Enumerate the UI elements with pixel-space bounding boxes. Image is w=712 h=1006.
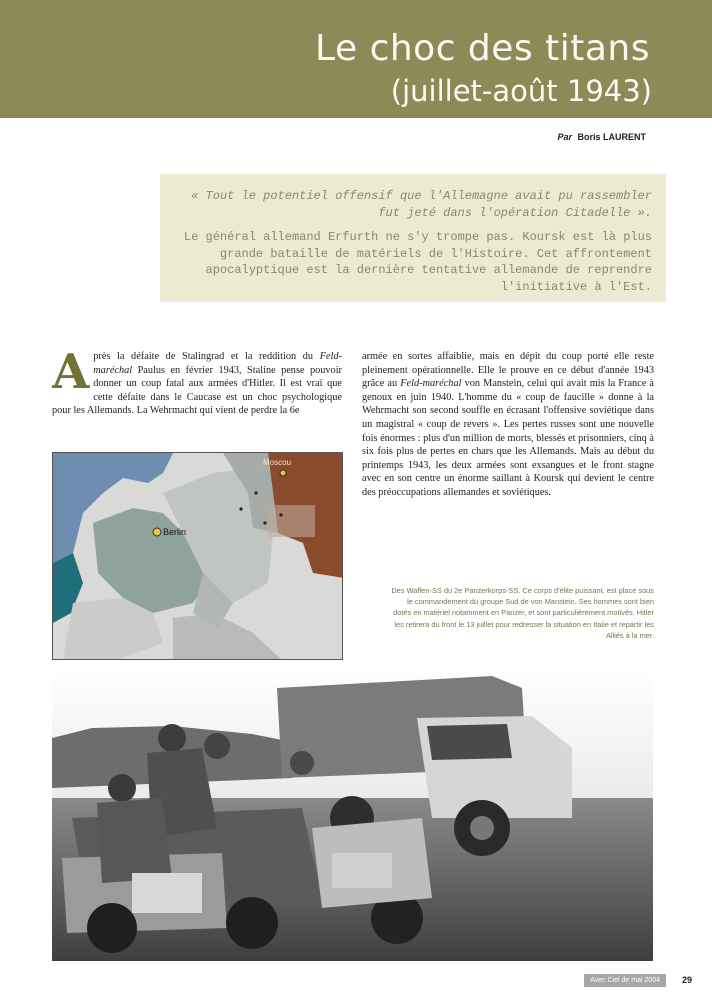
intro-text: Le général allemand Erfurth ne s'y trompe pas. Koursk est là plus grande bataille de matériels de l'Histoire. Cet affrontement apocalyptique est la dernière tentative allemande de reprendre l'initiative à l'Est. [183, 230, 652, 294]
byline-prefix: Par [557, 132, 572, 142]
col2-text-italic: Feld-maréchal [400, 378, 462, 390]
col1-text-a: près la défaite de Stalingrad et la reddition du [93, 351, 320, 362]
photo-caption: Des Waffen-SS du 2e Panzerkorps-SS. Ce corps d'élite puissant, est placé sous le commandement du groupe Sud de von Manstein. Ses hommes sont bien dotés en matériel notamment en Panzer, et sont particulièrement motivés. Hitler les retirera du front le 13 juillet pour redresser la situation en Italie et repartir les Alliés à la mer. [391, 586, 654, 640]
page-number: 29 [681, 975, 692, 985]
map-graphic [53, 453, 343, 660]
byline-author: Boris LAURENT [577, 132, 646, 142]
intro-quote: « Tout le potentiel offensif que l'Allemagne avait pu rassembler fut jeté dans l'opération Citadelle ». [191, 189, 652, 220]
article-column-1 [52, 350, 342, 450]
footer-label: Avec Ciel de mai 2004 [584, 974, 666, 987]
article-column-2 [362, 350, 654, 564]
byline [557, 132, 646, 142]
map-label-berlin: Berlin [163, 527, 187, 537]
col2-text-b: von Manstein, celui qui avait mis la France à genoux en juin 1940. L'homme du « coup de faucille » donne à la Wehrmacht son second souffle en écrasant l'offensive soviétique dans un magistral « coup de revers ». Les pertes russes sont une nouvelle fois énormes : plus d'un million de morts, blessés et prisonniers, cinq à six fois plus de pertes en chars que les Allemands. Mais au début du printemps 1943, les deux armées sont exsangues et le front stagne avec en son centre un énorme saillant à Koursk qui devient le centre des préoccupations allemandes et soviétiques. [362, 378, 654, 498]
title-banner [0, 0, 712, 118]
col1-text-italic: Feld-maréchal [93, 351, 342, 376]
intro-box [160, 174, 666, 302]
europe-map [52, 452, 343, 660]
page-title: Le choc des titans [315, 28, 650, 69]
soldiers-motorcycles-truck-photo [52, 668, 653, 961]
page-subtitle: (juillet-août 1943) [390, 74, 652, 108]
map-label-moscow: Moscou [263, 458, 292, 467]
drop-cap: A [52, 350, 90, 400]
col1-text-b: Paulus en février 1943, Staline pense pouvoir donner un coup fatal aux armées d'Hitler. Il est vrai que cette défaite dans le Caucase est un choc psychologique pour les Allemands. La Wehrmacht qui vient de perdre la 6e [52, 364, 342, 417]
col2-text-a: armée en sortes affaiblie, mais en dépit du coup porté elle reste pleinement opérationnelle. Elle le prouve en ce début d'année 1943 grâce au [362, 351, 654, 390]
